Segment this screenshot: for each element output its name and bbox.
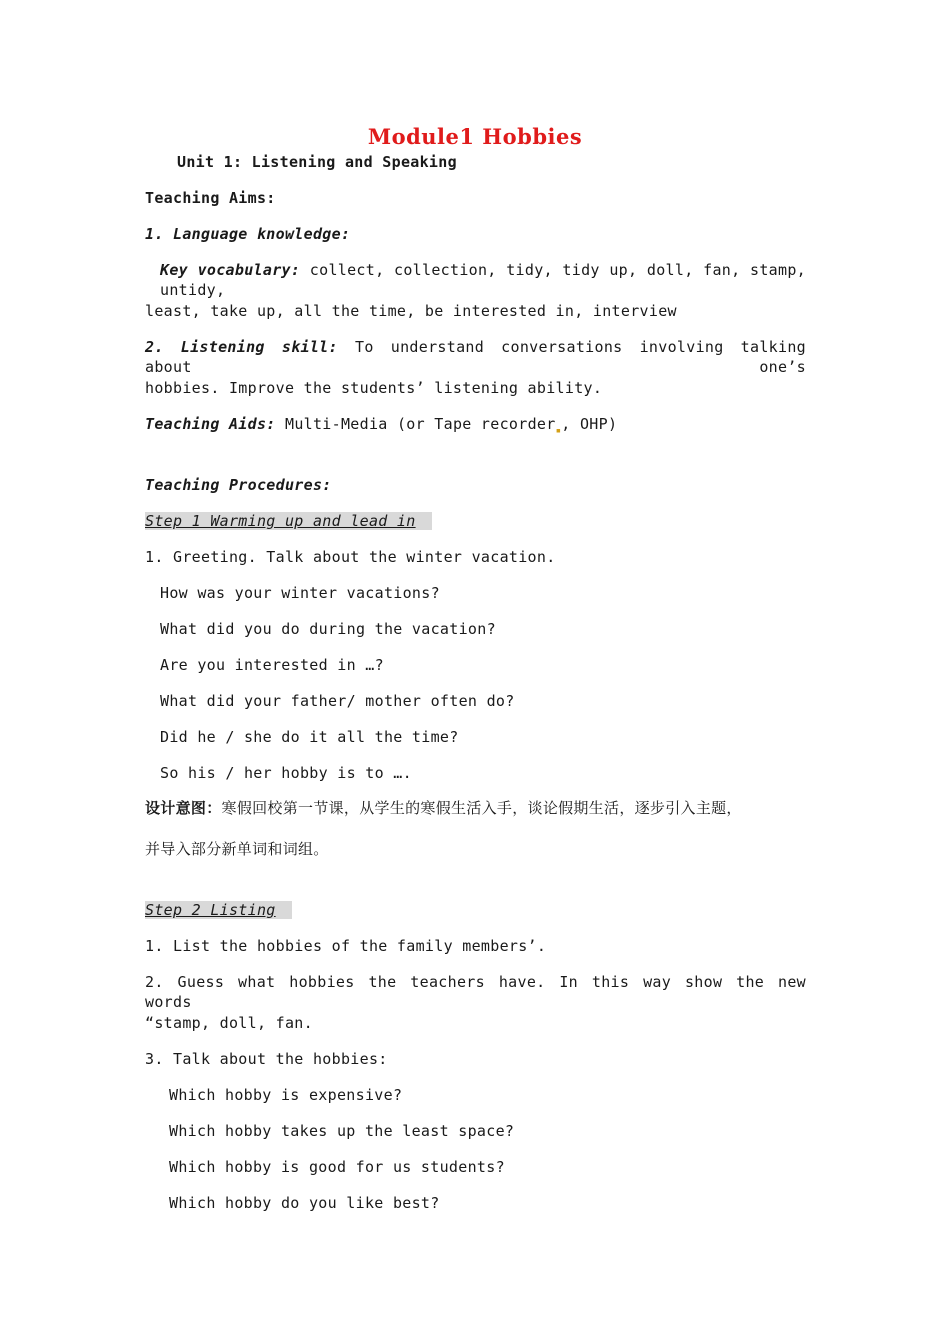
step1-question-3: Are you interested in …? [160,656,384,674]
step1-question-5: Did he / she do it all the time? [160,728,459,746]
listening-skill-text: To understand conversations involving talking about one’s [145,338,806,376]
step2-item-3: 3. Talk about the hobbies: [145,1050,388,1068]
language-knowledge-heading: 1. Language knowledge: [145,225,351,243]
step2-question-4: Which hobby do you like best? [169,1194,440,1212]
step2-item-1: 1. List the hobbies of the family members’. [145,937,547,955]
key-vocabulary-continued: least, take up, all the time, be interested in, interview [145,302,677,320]
step1-item-1: 1. Greeting. Talk about the winter vacation. [145,548,556,566]
design-intent-label: 设计意图： [145,799,222,817]
step2-item-2-continued: “stamp, doll, fan. [145,1014,313,1032]
listening-skill-label: 2. Listening skill: [145,338,338,356]
step1-question-1: How was your winter vacations? [160,584,440,602]
design-intent-line [145,798,806,818]
step2-question-3: Which hobby is good for us students? [169,1158,505,1176]
teaching-aids-text-a: Multi-Media (or Tape recorder [284,415,556,433]
step1-heading: Step 1 Warming up and lead in [145,512,432,530]
teaching-procedures-heading: Teaching Procedures: [145,476,332,494]
step1-question-2: What did you do during the vacation? [160,620,496,638]
key-vocabulary-text: collect, collection, tidy, tidy up, doll, fan, stamp, untidy, [160,261,806,299]
step2-item-2: 2. Guess what hobbies the teachers have. In this way show the new words [145,973,806,1011]
listening-skill-continued: hobbies. Improve the students’ listening ability. [145,379,603,397]
step1-question-4: What did your father/ mother often do? [160,692,515,710]
step2-question-1: Which hobby is expensive? [169,1086,403,1104]
revision-mark-icon: ▪ [555,426,562,436]
step2-question-2: Which hobby takes up the least space? [169,1122,515,1140]
step1-question-6: So his / her hobby is to …. [160,764,412,782]
step1-heading-line [145,511,806,531]
module-title: Module1 Hobbies [367,124,583,149]
listening-skill-line [145,337,806,377]
unit-heading: Unit 1: Listening and Speaking [177,153,457,171]
step2-heading: Step 2 Listing [145,901,292,919]
design-intent-text: 寒假回校第一节课，从学生的寒假生活入手，谈论假期生活，逐步引入主题， [221,799,742,817]
teaching-aids-label: Teaching Aids: [145,415,276,433]
teaching-aims-heading: Teaching Aims: [145,189,276,207]
design-intent-continued: 并导入部分新单词和词组。 [145,840,329,858]
key-vocabulary-label: Key vocabulary: [160,261,301,279]
teaching-aids-line [145,414,806,441]
step2-heading-line [145,900,806,920]
teaching-aids-text-b: , OHP) [561,415,618,433]
key-vocabulary-line [160,260,806,300]
